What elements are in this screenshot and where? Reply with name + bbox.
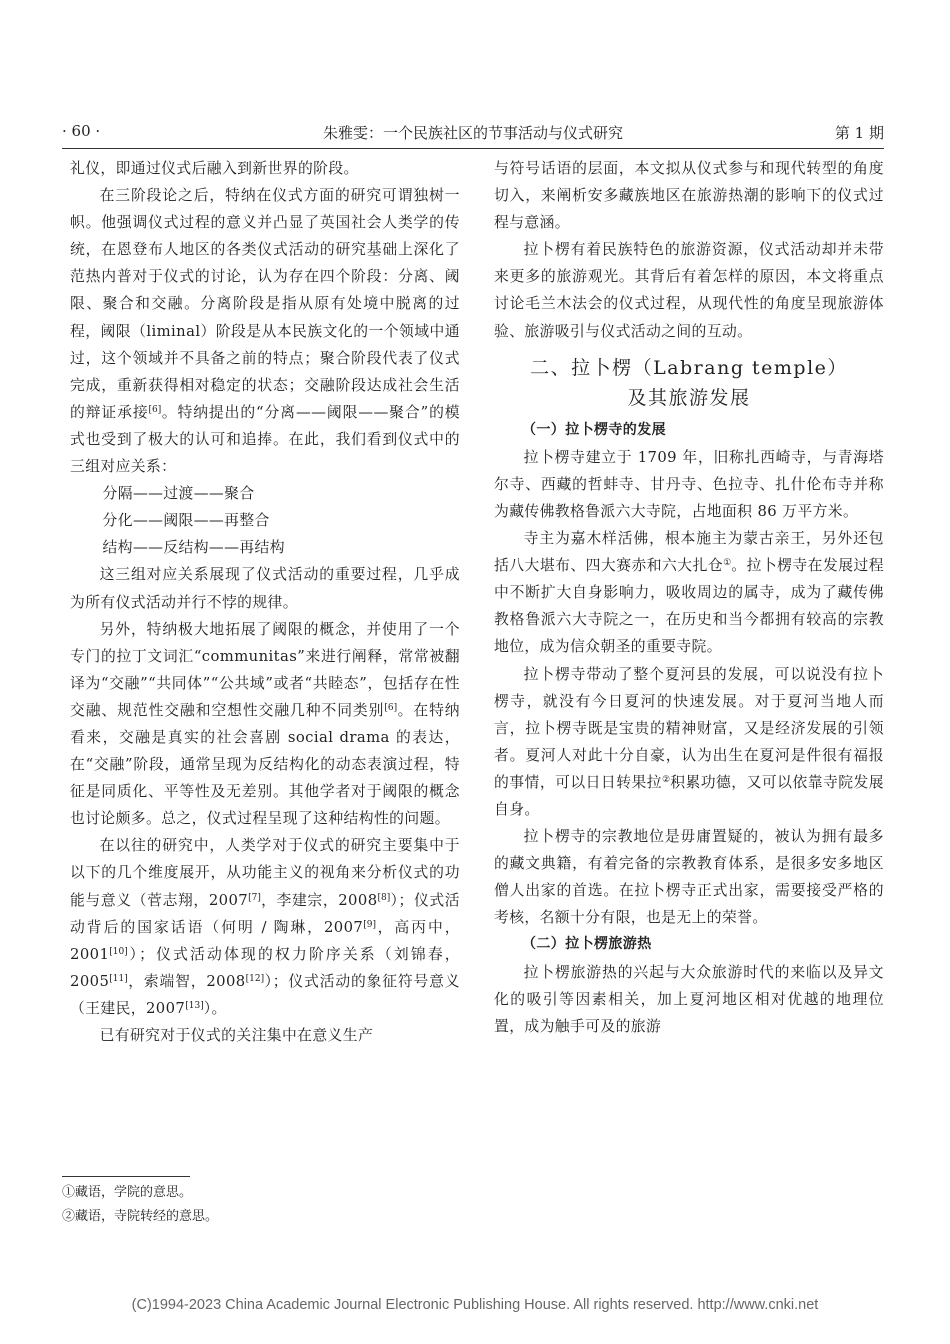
citation: [11]: [109, 973, 128, 984]
paragraph: 寺主为嘉木样活佛，根本施主为蒙古亲王，另外还包括八大堪布、四大赛赤和六大扎仓①。拉卜楞寺在发展过程中不断扩大自身影响力，吸收周边的属寺，成为了藏传佛教格鲁派六大寺院之一，在历史和当今都拥有较高的宗教地位，成为信众朝圣的重要寺院。: [494, 530, 884, 656]
paragraph: 已有研究对于仪式的关注集中在意义生产: [99, 1027, 374, 1044]
header-rule: [62, 148, 884, 149]
citation: [8]: [377, 892, 391, 903]
paragraph: 礼仪，即通过仪式后融入到新世界的阶段。: [70, 160, 359, 177]
paragraph: 拉卜楞寺带动了整个夏河县的发展，可以说没有拉卜楞寺，就没有今日夏河的快速发展。对于夏河当地人而言，拉卜楞寺既是宝贵的精神财富，又是经济发展的引领者。夏河人对此十分自豪，认为出生在夏河是件很有福报的事情，可以日日转果拉②积累功德，又可以依靠寺院发展自身。: [494, 665, 884, 818]
footnote: ①藏语，学院的意思。: [62, 1185, 193, 1200]
citation: [9]: [363, 919, 376, 930]
triad-line: 分化——阈限——再整合: [102, 512, 270, 530]
footnote-rule: [62, 1176, 190, 1177]
paragraph: 这三组对应关系展现了仪式活动的重要过程，几乎成为所有仪式活动并行不悖的规律。: [70, 566, 460, 611]
section-heading: 二、拉卜楞（Labrang temple） 及其旅游发展: [530, 356, 848, 409]
paragraph: 拉卜楞寺建立于 1709 年，旧称扎西崎寺，与青海塔尔寺、西藏的哲蚌寺、甘丹寺、色拉寺、扎什伦布寺并称为藏传佛教格鲁派六大寺院，占地面积 86 万平方米。: [494, 448, 884, 520]
page-number: · 60 ·: [62, 122, 101, 140]
citation: [6]: [148, 404, 162, 415]
footnote-ref: ②: [662, 774, 671, 785]
paragraph: 拉卜楞旅游热的兴起与大众旅游时代的来临以及异文化的吸引等因素相关，加上夏河地区相对优越的地理位置，成为触手可及的旅游: [494, 963, 884, 1035]
citation: [6]: [384, 702, 398, 713]
citation: [7]: [248, 892, 261, 903]
triad-line: 分隔——过渡——聚合: [102, 485, 255, 503]
running-title: 朱雅雯：一个民族社区的节事活动与仪式研究: [322, 124, 623, 142]
issue-number: 第 1 期: [834, 124, 884, 142]
subsection-heading: （一）拉卜楞寺的发展: [522, 421, 666, 438]
copyright-footer: (C)1994-2023 China Academic Journal Electronic Publishing House. All rights reserved. http://www.cnki.net: [131, 1297, 819, 1313]
paragraph: 拉卜楞有着民族特色的旅游资源，仪式活动却并未带来更多的旅游观光。其背后有着怎样的原因，本文将重点讨论毛兰木法会的仪式过程，从现代性的角度呈现旅游体验、旅游吸引与仪式活动之间的互动。: [494, 241, 884, 340]
footnote-ref: ①: [723, 558, 732, 569]
citation: [10]: [109, 946, 128, 957]
right-column: [494, 155, 884, 1040]
subsection-heading: （二）拉卜楞旅游热: [522, 936, 652, 953]
paragraph: 另外，特纳极大地拓展了阈限的概念，并使用了一个专门的拉丁文词汇“communitas”来进行阐释，常常被翻译为“交融”“共同体”“公共域”或者“共睦态”，包括存在性交融、规范性交融和空想性交融几种不同类别[6]。在特纳看来，交融是真实的社会喜剧 social drama 的表达，在“交融”阶段，通常呈现为反结构化的动态表演过程，特征是同质化、平等性及无差别。其他学者对于阈限的概念也讨论颇多。总之，仪式过程呈现了这种结构性的问题。: [70, 620, 460, 828]
paragraph: 拉卜楞寺的宗教地位是毋庸置疑的，被认为拥有最多的藏文典籍，有着完备的宗教教育体系，是很多安多地区僧人出家的首选。在拉卜楞寺正式出家，需要接受严格的考核，名额十分有限，也是无上的荣誉。: [494, 828, 884, 927]
running-header: [62, 122, 884, 146]
footnote: ②藏语，寺院转经的意思。: [62, 1209, 219, 1224]
paragraph: 在以往的研究中，人类学对于仪式的研究主要集中于以下的几个维度展开，从功能主义的视角来分析仪式的功能与意义（菅志翔，2007[7]，李建宗，2008[8]）；仪式活动背后的国家话语（何明 / 陶琳，2007[9]，高丙中，2001[10]）；仪式活动体现的权力阶序关系（刘锦春，2005[11]，索端智，2008[12]）；仪式活动的象征符号意义（王建民，2007[13]）。: [70, 837, 461, 1017]
paragraph: 在三阶段论之后，特纳在仪式方面的研究可谓独树一帜。他强调仪式过程的意义并凸显了英国社会人类学的传统，在恩登布人地区的各类仪式活动的研究基础上深化了范热内普对于仪式的讨论，认为存在四个阶段：分离、阈限、聚合和交融。分离阶段是指从原有处境中脱离的过程，阈限（liminal）阶段是从本民族文化的一个领域中通过，这个领域并不具备之前的特点；聚合阶段代表了仪式完成，重新获得相对稳定的状态；交融阶段达成社会生活的辩证承接[6]。特纳提出的“分离——阈限——聚合”的模式也受到了极大的认可和追捧。在此，我们看到仪式中的三组对应关系：: [70, 187, 460, 476]
paragraph: 与符号话语的层面，本文拟从仪式参与和现代转型的角度切入，来阐析安多藏族地区在旅游热潮的影响下的仪式过程与意涵。: [494, 160, 884, 232]
citation: [12]: [245, 973, 265, 984]
left-column: [70, 155, 460, 1049]
triad-line: 结构——反结构——再结构: [102, 539, 285, 557]
citation: [13]: [185, 1000, 204, 1011]
